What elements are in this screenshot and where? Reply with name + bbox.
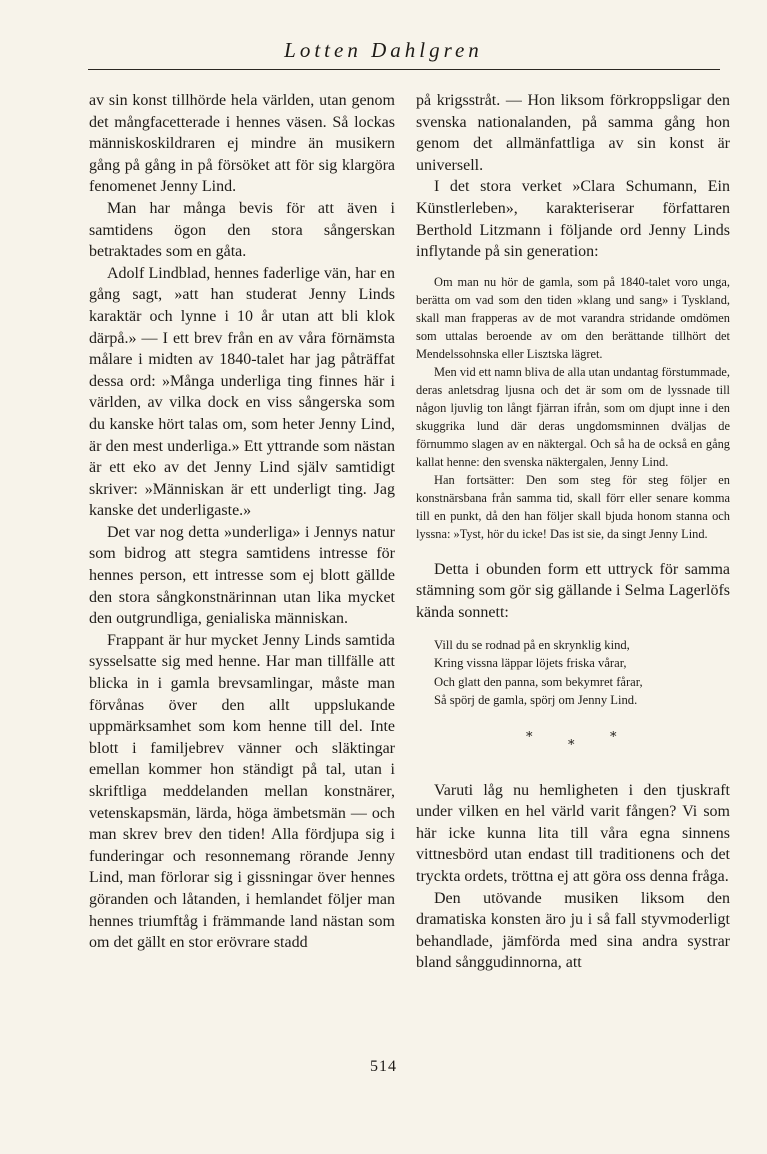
asterisk: *: [610, 729, 617, 745]
poem-line: Kring vissna läppar löjets friska vårar,: [434, 656, 627, 671]
paragraph: på krigsstråt. — Hon liksom förkroppsligar den svenska nationalanden, på samma gång hon genom det allmänfattliga av sin konst är universell.: [416, 92, 730, 174]
page-number: 514: [370, 1058, 397, 1075]
paragraph: Detta i obunden form ett uttryck för samma stämning som gör sig gällande i Selma Lagerlöfs kända sonnett:: [416, 560, 730, 621]
poem-line: Och glatt den panna, som bekymret fårar,: [434, 674, 643, 689]
right-column: [416, 90, 730, 974]
paragraph: av sin konst tillhörde hela världen, utan genom det mångfacetterade i hennes väsen. Så lockas människoskildraren ej mindre än musikern gång på gång in på försöket att för sig klargöra fenomenet Jenny Lind.: [89, 92, 395, 196]
paragraph: I det stora verket »Clara Schumann, Ein Künstlerleben», karakteriserar författaren Berthold Litzmann i följande ord Jenny Linds inflytande på sin generation:: [416, 178, 730, 261]
paragraph: Varuti låg nu hemligheten i den tjuskraft under vilken en hel värld varit fången? Vi som här icke kunna lita till våra egna sinnens vittnesbörd utan endast till traditionens och det tryckta ordets, tröttna ej att göra oss denna fråga.: [416, 781, 730, 885]
asterisk: *: [568, 737, 575, 753]
quote-paragraph: Om man nu hör de gamla, som på 1840-talet voro unga, berätta om vad som den tiden »klang und sang» i Tyskland, skall man frapperas av de mot varandra stridande omdömen som uttalas beroende av om den berättande tillhört det Mendelssohnska eller Lisztska lägret.: [416, 274, 730, 361]
asterisk: *: [526, 729, 533, 745]
block-quote: [416, 273, 730, 543]
left-column: [89, 90, 395, 954]
header-rule: [88, 69, 720, 70]
paragraph: Frappant är hur mycket Jenny Linds samtida sysselsatte sig med henne. Har man tillfälle att blicka in i gamla brevsamlingar, måste man förvånas över den allt uppslukande uppmärksamhet som kom henne till del. Inte blott i familjebrev vänner och släktingar emellan kommer hon ständigt på tal, utan i skriftliga meddelanden mellan konstnärer, vetenskapsmän, lärda, höga ämbetsmän — och man skrev brev den tiden! Alla fördjupa sig i funderingar och resonnemang rörande Jenny Lind, man förlorar sig i gissningar över hennes göranden och låtanden, i hemlandet följer man hennes triumftåg i främmande land nästan som om det gällt en stor erövrare stadd: [89, 631, 395, 952]
sonnet-excerpt: [416, 636, 730, 710]
running-head: Lotten Dahlgren: [284, 38, 483, 62]
paragraph: Det var nog detta »underliga» i Jennys natur som bidrog att stegra samtidens intresse för hennes person, ett intresse som ej blott gällde den stora sångkonstnärinnan utan lika mycket den outgrundliga, genialiska människan.: [89, 523, 395, 628]
paragraph: Man har många bevis för att även i samtidens ögon den stora sångerskan betraktades som en gåta.: [89, 199, 395, 261]
paragraph: Den utövande musiken liksom den dramatiska konsten äro ju i så fall styvmoderligt behandlade, jämförda med sina andra systrar bland sånggudinnorna, att: [416, 889, 730, 972]
poem-line: Vill du se rodnad på en skrynklig kind,: [434, 637, 630, 652]
section-break-asterisks: [416, 726, 730, 766]
quote-paragraph: Han fortsätter: Den som steg för steg följer en konstnärsbana från samma tid, skall förr eller senare komma till en punkt, då den han följer skall bjuda honom stanna och lyssna: »Tyst, hör du icke! Das ist sie, da singt Jenny Lind.: [416, 472, 730, 541]
paragraph: Adolf Lindblad, hennes faderlige vän, har en gång sagt, »att han studerat Jenny Linds karaktär och lynne i 10 år utan att bli klok därpå.» — I ett brev från en av våra förnämsta målare i midten av 1840-talet har jag påträffat dessa ord: »Många underliga ting finnes här i världen, av vilka dock en viss sångerska som du kanske hört talas om, som heter Jenny Lind, är den mest underliga.» Ett yttrande som nästan är ett eko av det Jenny Lind själv samtidigt skriver: »Människan är ett underligt ting. Jag kanske det underligaste.»: [89, 264, 395, 520]
poem-line: Så spörj de gamla, spörj om Jenny Lind.: [434, 693, 638, 708]
quote-paragraph: Men vid ett namn bliva de alla utan undantag förstummade, deras anletsdrag ljusna och det är som om de lyssnade till någon ljuvlig ton långt fjärran ifrån, som om djupt inne i den skuggrika lund där deras ungdomsminnen dväljas de förnummo slagen av en näktergal. Och så ha de också en gång kallat henne: den svenska näktergalen, Jenny Lind.: [416, 364, 730, 469]
